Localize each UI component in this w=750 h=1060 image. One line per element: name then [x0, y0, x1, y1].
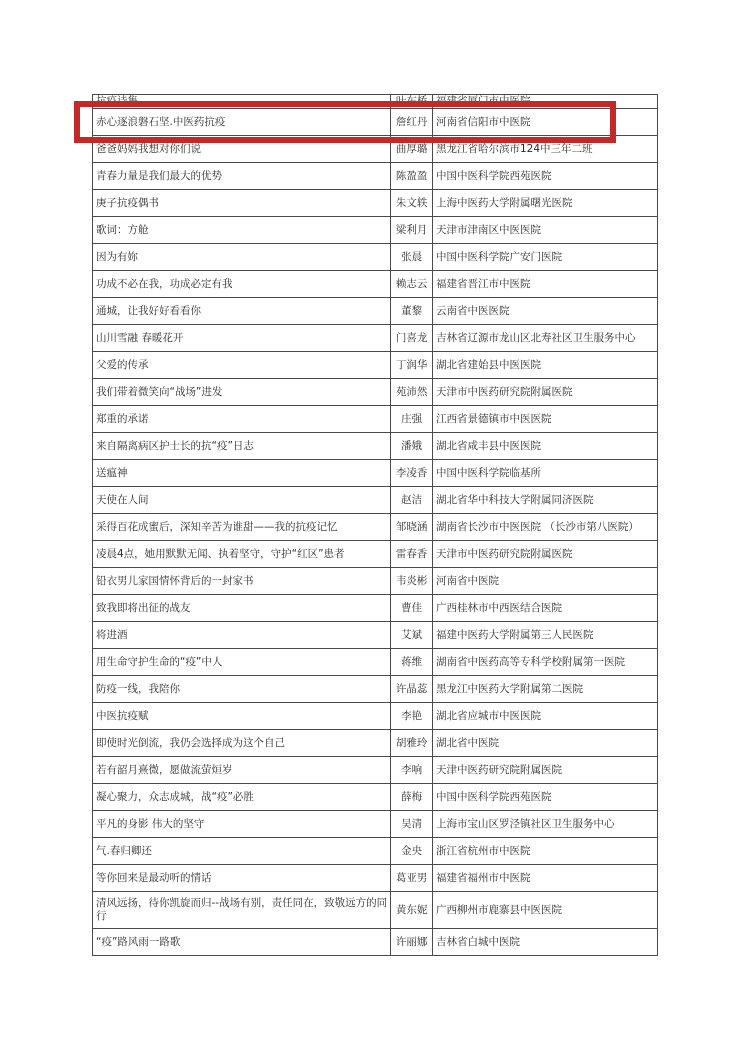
entry-unit: 中国中医科学院广安门医院	[433, 244, 658, 271]
entry-unit: 吉林省白城中医院	[433, 929, 658, 956]
entry-author: 门喜龙	[391, 325, 433, 352]
highlight-box	[74, 101, 616, 143]
entry-author: 陈盈盈	[391, 163, 433, 190]
entry-unit: 湖北省咸丰县中医医院	[433, 433, 658, 460]
entry-title: 功成不必在我，功成必定有我	[93, 271, 391, 298]
table-row	[93, 892, 658, 929]
entry-unit: 福建中医药大学附属第三人民医院	[433, 622, 658, 649]
entry-author: 董黎	[391, 298, 433, 325]
table-row	[93, 190, 658, 217]
table-row	[93, 811, 658, 838]
entry-unit: 福建省晋江市中医院	[433, 271, 658, 298]
table-row	[93, 379, 658, 406]
entry-title: 气.春归卿还	[93, 838, 391, 865]
entry-unit: 福建省厦门市中医院	[433, 95, 658, 109]
table-row	[93, 271, 658, 298]
entries-table-body	[93, 95, 658, 956]
entry-author: 许丽娜	[391, 929, 433, 956]
entry-title: 抗疫诗集	[93, 95, 391, 109]
entry-title: 凝心聚力，众志成城，战“疫”必胜	[93, 784, 391, 811]
entry-title: 采得百花成蜜后，深知辛苦为谁甜——我的抗疫记忆	[93, 514, 391, 541]
entry-author: 胡雅玲	[391, 730, 433, 757]
entry-author: 金央	[391, 838, 433, 865]
table-row	[93, 487, 658, 514]
table-row	[93, 865, 658, 892]
entry-title: 凌晨4点，她用默默无闻、执着坚守，守护“红区”患者	[93, 541, 391, 568]
table-row	[93, 757, 658, 784]
entry-author: 李艳	[391, 703, 433, 730]
entry-unit: 浙江省杭州市中医院	[433, 838, 658, 865]
entry-unit: 中国中医科学院临基所	[433, 460, 658, 487]
entry-unit: 湖北省应城市中医医院	[433, 703, 658, 730]
entry-author: 葛亚男	[391, 865, 433, 892]
entry-unit: 湖南省中医药高等专科学校附属第一医院	[433, 649, 658, 676]
entry-unit: 广西桂林市中西医结合医院	[433, 595, 658, 622]
table-row	[93, 784, 658, 811]
entry-title: 铅衣男儿家国情怀背后的一封家书	[93, 568, 391, 595]
table-row	[93, 163, 658, 190]
entry-title: 来自隔离病区护士长的抗“疫”日志	[93, 433, 391, 460]
table-row	[93, 838, 658, 865]
entry-author: 叶东桥	[391, 95, 433, 109]
entry-title: 中医抗疫赋	[93, 703, 391, 730]
entry-unit: 天津市中医药研究院附属医院	[433, 541, 658, 568]
table-row	[93, 676, 658, 703]
entry-author: 苑沛然	[391, 379, 433, 406]
entry-title: 致我即将出征的战友	[93, 595, 391, 622]
entry-author: 曹佳	[391, 595, 433, 622]
table-row	[93, 595, 658, 622]
entry-unit: 河南省中医院	[433, 568, 658, 595]
entry-unit: 中国中医科学院西苑医院	[433, 163, 658, 190]
entry-title: 父爱的传承	[93, 352, 391, 379]
entry-title: 用生命守护生命的“疫”中人	[93, 649, 391, 676]
entry-unit: 河南省信阳市中医院	[433, 109, 658, 136]
entry-title: “疫”路风雨一路歌	[93, 929, 391, 956]
entry-author: 黄东妮	[391, 892, 433, 929]
entry-unit: 湖北省建始县中医医院	[433, 352, 658, 379]
entry-title: 防疫一线，我陪你	[93, 676, 391, 703]
table-row	[93, 730, 658, 757]
table-row	[93, 703, 658, 730]
table-row	[93, 433, 658, 460]
table-row	[93, 568, 658, 595]
entry-author: 艾斌	[391, 622, 433, 649]
table-row	[93, 325, 658, 352]
entry-title: 天使在人间	[93, 487, 391, 514]
entry-author: 丁润华	[391, 352, 433, 379]
entry-title: 赤心逐浪磐石坚.中医药抗疫	[93, 109, 391, 136]
entry-unit: 天津中医药研究院附属医院	[433, 757, 658, 784]
entry-unit: 云南省中医医院	[433, 298, 658, 325]
entry-author: 雷春香	[391, 541, 433, 568]
entry-author: 曲厚璐	[391, 136, 433, 163]
table-row	[93, 541, 658, 568]
entry-title: 等你回来是最动听的情话	[93, 865, 391, 892]
entry-author: 韦炎彬	[391, 568, 433, 595]
entry-author: 李凌香	[391, 460, 433, 487]
entry-unit: 湖北省中医院	[433, 730, 658, 757]
entry-author: 薛梅	[391, 784, 433, 811]
entry-title: 若有韶月熹微，愿做流萤烜岁	[93, 757, 391, 784]
entry-title: 爸爸妈妈我想对你们说	[93, 136, 391, 163]
table-row	[93, 217, 658, 244]
entry-author: 朱文轶	[391, 190, 433, 217]
table-row	[93, 514, 658, 541]
entry-title: 即使时光倒流，我仍会选择成为这个自己	[93, 730, 391, 757]
entry-author: 蒋维	[391, 649, 433, 676]
entry-unit: 上海中医药大学附属曙光医院	[433, 190, 658, 217]
entry-author: 邹晓涵	[391, 514, 433, 541]
entry-title: 将进酒	[93, 622, 391, 649]
entry-unit: 中国中医科学院西苑医院	[433, 784, 658, 811]
table-row	[93, 460, 658, 487]
entry-author: 詹红丹	[391, 109, 433, 136]
entry-author: 赵洁	[391, 487, 433, 514]
entry-title: 平凡的身影 伟大的坚守	[93, 811, 391, 838]
entry-unit: 福建省福州市中医院	[433, 865, 658, 892]
entry-unit: 天津市津南区中医医院	[433, 217, 658, 244]
table-row	[93, 929, 658, 956]
entry-title: 青春力量是我们最大的优势	[93, 163, 391, 190]
entry-title: 清风远扬，待你凯旋而归--战场有别，责任同在，致敬远方的同行	[93, 892, 391, 929]
entry-author: 张晨	[391, 244, 433, 271]
entry-title: 郑重的承诺	[93, 406, 391, 433]
table-row	[93, 649, 658, 676]
entry-title: 送瘟神	[93, 460, 391, 487]
entry-unit: 江西省景德镇市中医医院	[433, 406, 658, 433]
entry-unit: 湖北省华中科技大学附属同济医院	[433, 487, 658, 514]
entry-author: 许晶蕊	[391, 676, 433, 703]
entry-title: 因为有妳	[93, 244, 391, 271]
entry-unit: 上海市宝山区罗泾镇社区卫生服务中心	[433, 811, 658, 838]
entry-unit: 湖南省长沙市中医医院 （长沙市第八医院）	[433, 514, 658, 541]
entry-unit: 广西柳州市鹿寨县中医医院	[433, 892, 658, 929]
table-row	[93, 406, 658, 433]
entry-unit: 黑龙江中医药大学附属第二医院	[433, 676, 658, 703]
entry-title: 通城，让我好好看看你	[93, 298, 391, 325]
entry-title: 庚子抗疫偶书	[93, 190, 391, 217]
entry-author: 梁利月	[391, 217, 433, 244]
entry-author: 潘娥	[391, 433, 433, 460]
entry-unit: 天津市中医药研究院附属医院	[433, 379, 658, 406]
entry-author: 吴清	[391, 811, 433, 838]
table-row	[93, 244, 658, 271]
entry-unit: 吉林省辽源市龙山区北寿社区卫生服务中心	[433, 325, 658, 352]
table-row	[93, 298, 658, 325]
entry-author: 赖志云	[391, 271, 433, 298]
entry-author: 李响	[391, 757, 433, 784]
entry-title: 我们带着微笑向“战场”进发	[93, 379, 391, 406]
entries-table	[92, 94, 658, 956]
entry-title: 歌词：方舱	[93, 217, 391, 244]
table-row	[93, 352, 658, 379]
entry-author: 庄强	[391, 406, 433, 433]
entry-unit: 黑龙江省哈尔滨市124中三年二班	[433, 136, 658, 163]
table-row	[93, 622, 658, 649]
entry-title: 山川雪融 春暖花开	[93, 325, 391, 352]
